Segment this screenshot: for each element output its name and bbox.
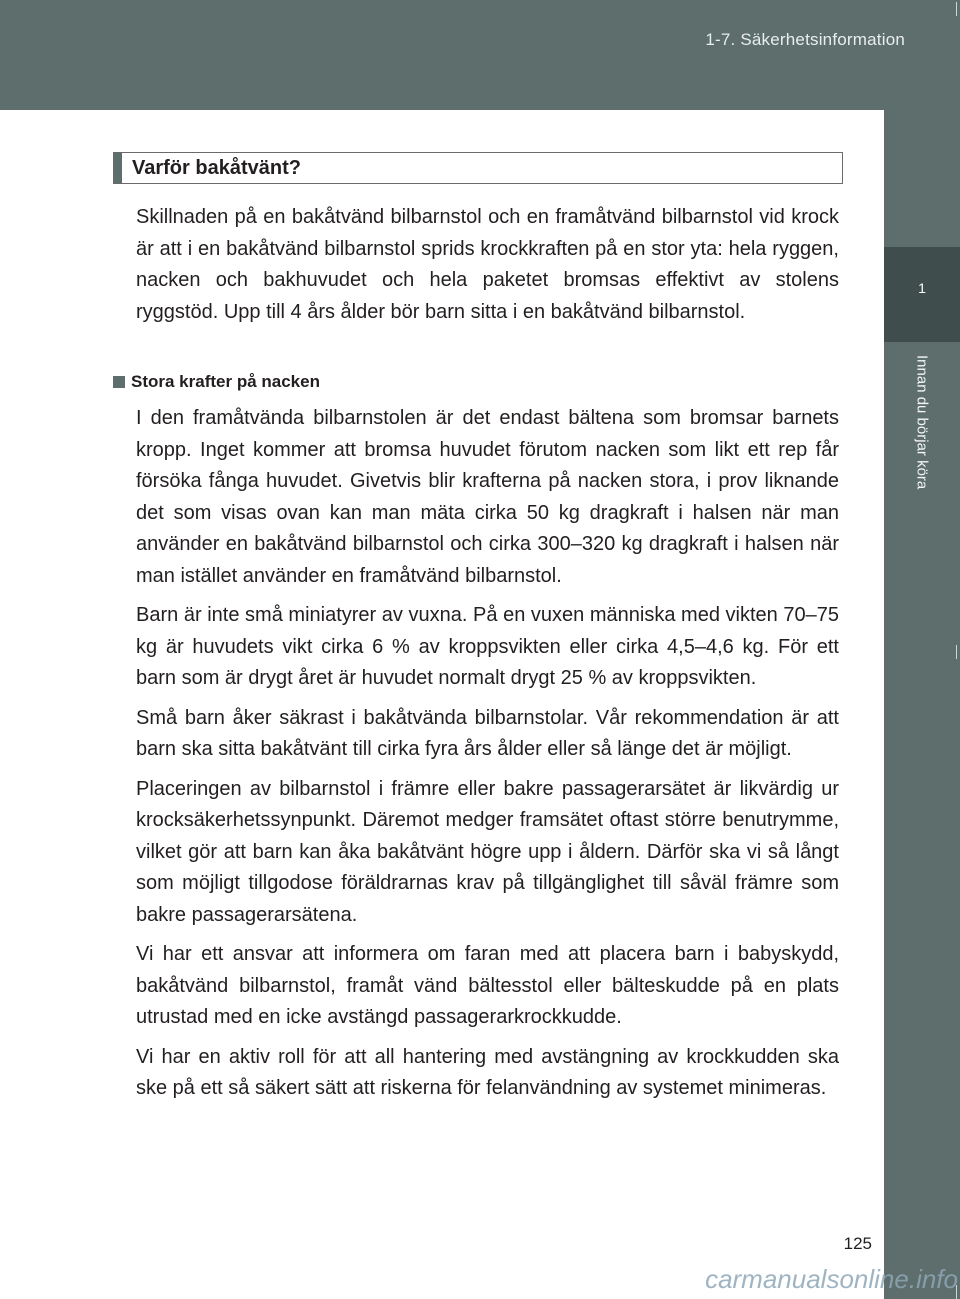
- section-title: 1-7. Säkerhetsinformation: [705, 30, 905, 49]
- paragraph: I den framåtvända bilbarnstolen är det endast bältena som bromsar barnets kropp. Inget kommer att bromsa huvudet förutom nacken som likt ett rep får försöka fånga huvudet. Givetvis blir krafterna på nacken stora, i prov liknande det som visas ovan kan man mäta cirka 50 kg dragkraft i halsen när man använder en bakåtvänd bilbarnstol och cirka 300–320 kg dragkraft i halsen när man istället använder en framåtvänd bilbarnstol.: [136, 407, 839, 587]
- intro-paragraph: Skillnaden på en bakåtvänd bilbarnstol och en framåtvänd bilbarnstol vid krock är att i en bakåtvänd bilbarnstol sprids krockkraften på en stor yta: hela ryggen, nacken och bakhuvudet och hela paketet bromsas effektivt av stolens ryggstöd. Upp till 4 års ålder bör barn sitta i en bakåtvänd bilbarnstol.: [136, 206, 839, 323]
- chapter-tab: [884, 247, 960, 342]
- paragraph: Små barn åker säkrast i bakåtvända bilbarnstolar. Vår rekommendation är att barn ska sitta bakåtvänt till cirka fyra års ålder eller så länge det är möjligt.: [136, 706, 839, 760]
- section-heading-box: [113, 152, 843, 184]
- paragraph: Placeringen av bilbarnstol i främre eller bakre passagerarsätet är likvärdig ur krocksäkerhetssynpunkt. Däremot medger framsätet oftast större benutrymme, vilket gör att barn kan åka bakåtvänt högre upp i åldern. Därför ska vi så långt som möjligt tillgodose föräldrarnas krav på tillgänglighet till såväl främre som bakre passagerarsätena.: [136, 777, 839, 926]
- paragraph: Barn är inte små miniatyrer av vuxna. På en vuxen människa med vikten 70–75 kg är huvudets vikt cirka 6 % av kroppsvikten eller cirka 4,5–4,6 kg. För ett barn som är drygt året är huvudet normalt drygt 25 % av kroppsvikten.: [136, 604, 839, 689]
- body-text: [136, 403, 839, 1105]
- side-band-upper: [884, 110, 960, 247]
- paragraph: Vi har en aktiv roll för att all hantering med avstängning av krockkudden ska ske på ett så säkert sätt att riskerna för felanvändning av systemet minimeras.: [136, 1045, 839, 1099]
- subsection-heading: Stora krafter på nacken: [131, 372, 320, 391]
- header-band: [0, 0, 960, 110]
- section-heading: Varför bakåtvänt?: [132, 156, 301, 179]
- subsection-heading-row: [113, 372, 320, 392]
- paragraph: Vi har ett ansvar att informera om faran med att placera barn i babyskydd, bakåtvänd bilbarnstol, framåt vänd bältesstol eller bälteskudde på en plats utrustad med en icke avstängd passagerarkrockkudde.: [136, 943, 839, 1028]
- intro-block: [136, 202, 839, 328]
- chapter-number: 1: [918, 280, 926, 296]
- crop-mark: [956, 2, 957, 16]
- watermark: carmanualsonline.info: [705, 1264, 958, 1294]
- square-bullet-icon: [113, 376, 125, 388]
- crop-mark: [956, 645, 957, 659]
- chapter-title: Innan du börjar köra: [913, 355, 931, 490]
- heading-accent-bar: [114, 153, 122, 183]
- page-number: 125: [843, 1234, 872, 1253]
